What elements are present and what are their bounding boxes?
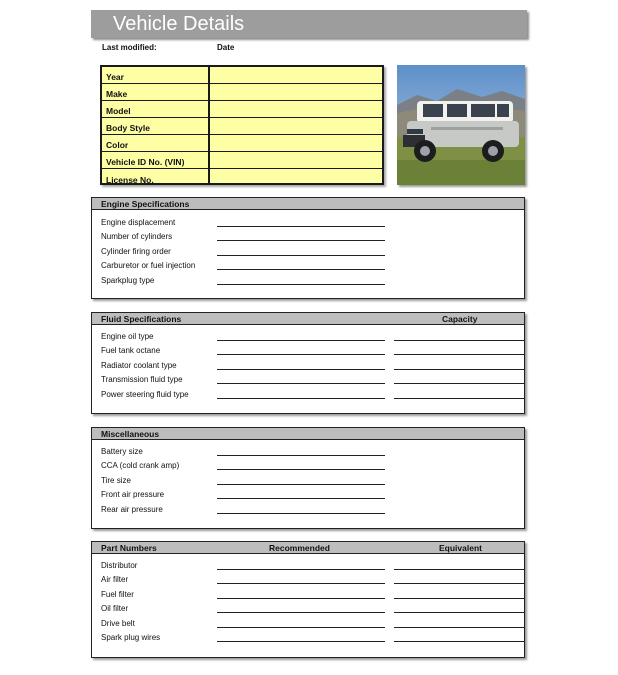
fluid-capacity-line[interactable] (394, 340, 524, 341)
fluid-type-line[interactable] (217, 398, 385, 399)
engine-specifications-header (92, 198, 524, 210)
misc-row-label: Battery size (101, 447, 143, 456)
engine-value-line[interactable] (217, 240, 385, 241)
vehicle-field-row[interactable] (102, 67, 382, 84)
fluid-capacity-line[interactable] (394, 369, 524, 370)
part-row-label: Air filter (101, 575, 129, 584)
engine-value-line[interactable] (217, 269, 385, 270)
part-numbers-title: Part Numbers (101, 543, 157, 553)
engine-row-label: Engine displacement (101, 218, 176, 227)
vehicle-field-row[interactable] (102, 152, 382, 169)
vehicle-field-label: License No. (106, 175, 154, 185)
equivalent-part-line[interactable] (394, 598, 524, 599)
misc-value-line[interactable] (217, 455, 385, 456)
part-row-label: Drive belt (101, 619, 135, 628)
miscellaneous-header (92, 428, 524, 440)
miscellaneous-title: Miscellaneous (101, 429, 160, 439)
capacity-column-label: Capacity (442, 314, 478, 324)
fluid-row-label: Transmission fluid type (101, 375, 183, 384)
recommended-part-line[interactable] (217, 612, 385, 613)
vehicle-field-row[interactable] (102, 101, 382, 118)
vehicle-field-row[interactable] (102, 84, 382, 101)
misc-row-label: Front air pressure (101, 490, 165, 499)
last-modified-value: Date (217, 43, 235, 52)
fluid-type-line[interactable] (217, 369, 385, 370)
last-modified-label: Last modified: (102, 43, 157, 52)
vehicle-field-label: Year (106, 72, 124, 82)
suv-image (397, 65, 525, 185)
part-row-label: Oil filter (101, 604, 129, 613)
vehicle-field-label: Make (106, 89, 128, 99)
vehicle-photo (397, 65, 525, 185)
recommended-column-label: Recommended (269, 543, 330, 553)
fluid-capacity-line[interactable] (394, 383, 524, 384)
vehicle-field-label: Vehicle ID No. (VIN) (106, 157, 185, 167)
fluid-type-line[interactable] (217, 383, 385, 384)
recommended-part-line[interactable] (217, 569, 385, 570)
part-numbers-header (92, 542, 524, 554)
misc-value-line[interactable] (217, 484, 385, 485)
misc-row-label: CCA (cold crank amp) (101, 461, 180, 470)
engine-value-line[interactable] (217, 255, 385, 256)
equivalent-column-label: Equivalent (439, 543, 482, 553)
engine-specifications-section (91, 197, 525, 299)
part-row-label: Spark plug wires (101, 633, 161, 642)
equivalent-part-line[interactable] (394, 641, 524, 642)
fluid-capacity-line[interactable] (394, 354, 524, 355)
engine-row-label: Sparkplug type (101, 276, 155, 285)
engine-specifications-title: Engine Specifications (101, 199, 190, 209)
misc-value-line[interactable] (217, 469, 385, 470)
recommended-part-line[interactable] (217, 583, 385, 584)
fluid-row-label: Engine oil type (101, 332, 154, 341)
vehicle-field-row[interactable] (102, 135, 382, 152)
part-row-label: Fuel filter (101, 590, 134, 599)
vehicle-field-label: Body Style (106, 123, 150, 133)
misc-row-label: Rear air pressure (101, 505, 163, 514)
page-title: Vehicle Details (113, 13, 245, 35)
fluid-row-label: Fuel tank octane (101, 346, 161, 355)
vehicle-field-row[interactable] (102, 169, 382, 186)
equivalent-part-line[interactable] (394, 583, 524, 584)
fluid-specifications-section (91, 312, 525, 414)
engine-value-line[interactable] (217, 226, 385, 227)
miscellaneous-section (91, 427, 525, 529)
recommended-part-line[interactable] (217, 641, 385, 642)
vehicle-field-label: Color (106, 140, 129, 150)
fluid-specifications-header (92, 313, 524, 325)
fluid-type-line[interactable] (217, 354, 385, 355)
misc-value-line[interactable] (217, 513, 385, 514)
equivalent-part-line[interactable] (394, 627, 524, 628)
fluid-capacity-line[interactable] (394, 398, 524, 399)
recommended-part-line[interactable] (217, 598, 385, 599)
misc-row-label: Tire size (101, 476, 131, 485)
engine-value-line[interactable] (217, 284, 385, 285)
equivalent-part-line[interactable] (394, 612, 524, 613)
misc-value-line[interactable] (217, 498, 385, 499)
engine-row-label: Cylinder firing order (101, 247, 171, 256)
fluid-row-label: Power steering fluid type (101, 390, 189, 399)
title-bar (91, 10, 527, 38)
part-numbers-section (91, 541, 525, 658)
vehicle-field-row[interactable] (102, 118, 382, 135)
fluid-type-line[interactable] (217, 340, 385, 341)
vehicle-field-label: Model (106, 106, 131, 116)
equivalent-part-line[interactable] (394, 569, 524, 570)
part-row-label: Distributor (101, 561, 138, 570)
fluid-row-label: Radiator coolant type (101, 361, 177, 370)
recommended-part-line[interactable] (217, 627, 385, 628)
vehicle-id-table (100, 65, 384, 185)
engine-row-label: Carburetor or fuel injection (101, 261, 196, 270)
fluid-specifications-title: Fluid Specifications (101, 314, 182, 324)
engine-row-label: Number of cylinders (101, 232, 173, 241)
